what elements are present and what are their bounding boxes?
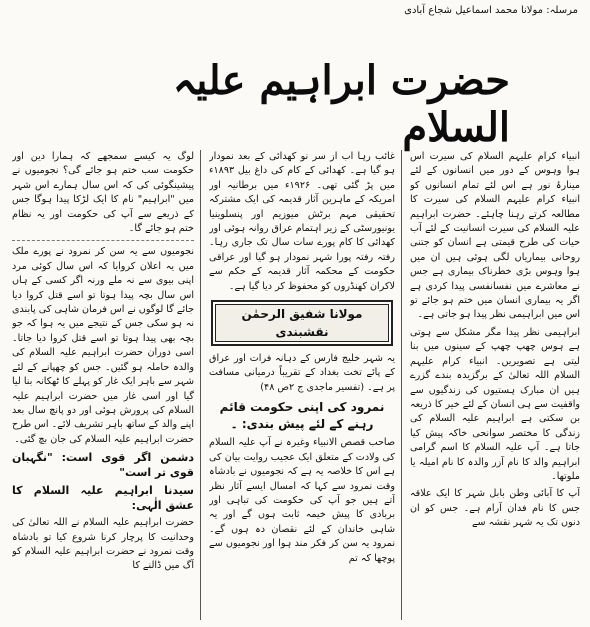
- author-name-box: مولانا شفیق الرحمٰن نقشبندی: [211, 300, 393, 346]
- column-divider: [401, 150, 402, 620]
- paragraph: یہ شہر خلیج فارس کے دہانہ فرات اور عراق کے پائے تخت بغداد کے تقریباً درمیانی مسافت پر ہے۔ (تفسیر ماجدی ج ۲ص ۴۸): [209, 353, 395, 393]
- column-3: [12, 150, 194, 622]
- column-divider: [200, 150, 201, 620]
- paragraph: حضرت ابراہیم علیہ السلام نے اللہ تعالیٰ کی وحدانیت کا پرچار کرنا شروع کیا تو بادشاہ وقت نمرود نے حضرت ابراہیم علیہ السلام کو آگ میں ڈالنے کا: [12, 517, 194, 572]
- paragraph: غائب رہا اب از سر نو کھدائی کے بعد نمودار ہو گیا ہے۔ کھدائی کے کام کی داغ بیل ۱۸۹۳ء میں پڑ گئی تھی۔ ۱۹۲۶ء میں برطانیہ اور امریکہ کے ماہرین آثار قدیمہ کی ایک مشترکہ تحقیقی مہم برٹش میوزیم اور پنسلوینیا یونیورسٹی کے زیر اہتمام عراق روانہ ہوئی اور کھدائی کا کام پورے سات سال تک جاری رہا۔ رفتہ رفتہ پورا شہر نمودار ہو گیا اور عراقی حکومت کے محکمہ آثار قدیمہ کے حکم سے لاکران کھنڈروں کو محفوظ کر دیا گیا ہے۔: [209, 151, 395, 292]
- section-heading: نمرود کی اپنی حکومت قائم رہنے کے لئے پیش بندی: ۔: [219, 400, 385, 432]
- paragraph: صاحب قصص الانبیاء وغیرہ نے آپ علیہ السلام کی ولادت کے متعلق ایک عجیب روایت بیان کی ہے اس کا خلاصہ یہ ہے کہ نجومیوں نے بادشاہ وقت نمرود سے کہا کہ امسال ایسے آثار نظر آتے ہیں جو آپ کی حکومت کی تباہی اور بربادی کا پیش خیمہ ثابت ہوں گے اور یہ شاہی خاندان کے لئے نقصان دہ ہوں گے۔ نمرود یہ سن کر فکر مند ہوا اور نجومیوں سے پوچھا کہ تم: [209, 437, 395, 564]
- article-title: حضرت ابراہیم علیہ السلام: [172, 57, 510, 151]
- quote-line: دشمن اگر قوی است: "نگہبان قوی تر است": [12, 451, 194, 480]
- paragraph: لوگ یہ کیسے سمجھے کہ ہمارا دین اور حکومت سب ختم ہو جائے گی؟ نجومیوں نے پیشینگوئی کی کہ اس سال ہمارے اس شہر میں "ابراہیم" نام کا ایک لڑکا پیدا ہوگا جس کے ذریعے سے آپ کی حکومت اور یہ نظام ختم ہو جائے گا۔: [12, 151, 194, 235]
- divider: [12, 240, 194, 241]
- author-credit: مرسلہ: مولانا محمد اسماعیل شجاع آبادی: [404, 5, 578, 16]
- paragraph: انبیاء کرام علیہم السلام کی سیرت اس ہوا وہوس کے دور میں انسانوں کے لئے مینارۂ نور ہے اس لئے تمام انسانوں کو انبیاء کرام علیہم السلام کی سیرت کا مطالعہ کرتے رہنا چاہئے۔ حضرت ابراہیم علیہ السلام کی سیرت انسانیت کے لئے آب حیات کی طرح قیمتی ہے انسان کو جتنی روحانی بیماریاں لگی ہوئی ہیں ان میں ہوا وہوس بڑی خطرناک بیماری ہے جس نے معاشرے میں نفسانفسی پیدا کردی ہے اگر یہ بیماری انسان میں ختم ہو جائے تو اس میں ابراہیمی نظر پیدا ہو جاتی ہے۔: [410, 151, 580, 321]
- paragraph: نجومیوں سے یہ سن کر نمرود نے پورے ملک میں یہ اعلان کروایا کہ اس سال کوئی مرد اپنی بیوی سے نہ ملے ورنہ اگر کسی کے ہاں اس سال بچہ پیدا ہوتا تو اسے قتل کروا دیا جائے گا لوگوں نے اس فرمان شاہی کی پابندی نہ ہو سکی جس کے نتیجے میں یہ ہوا کہ جو بچہ بھی پیدا ہوتا تو اسے قتل کروا دیا جاتا۔ اسی دوران حضرت ابراہیم علیہ السلام کی والدہ حاملہ ہو گئیں۔ جس کو چھپانے کے لئے شہر سے باہر ایک غار کو پہلے کا ٹھکانہ بنا لیا گیا اور اسی غار میں حضرت ابراہیم علیہ السلام کی پرورش ہوئی اور دو پانچ سال بعد اپنے والد کے ساتھ باہر تشریف لائے۔ اس طرح حضرت ابراہیم علیہ السلام کی جان بچ گئی۔: [12, 246, 194, 445]
- section-heading: سیدنا ابراہیم علیہ السلام کا عشق الٰہی:: [12, 484, 194, 513]
- paragraph: آپ کا آبائی وطن بابل شہر کا ایک علاقہ جس کا نام فدان آرام ہے۔ جس کو ان دنوں تک یہ شہر نقشہ سے: [410, 488, 580, 529]
- column-1: [410, 150, 580, 622]
- paragraph: ابراہیمی نظر پیدا مگر مشکل سے ہوتی ہے ہوس چھپ چھپ کے سینوں میں بنا لیتی ہے تصویریں۔ انبیاء کرام علیہم السلام اللہ تعالیٰ کے برگزیدہ بندے گزرے ہیں ان مبارک ہستیوں کی زندگیوں سے واقفیت سے ہی انسان کے لئے خیر کا ذریعہ بن سکتی ہے ابراہیم علیہ السلام کی زندگی کا مختصر سوانحی خاکہ پیش کیا جاتا ہے۔ آپ علیہ السلام کا اسم گرامی ابراہیم والد کا نام آزر والدہ کا نام امیلہ یا ملوتھا۔: [410, 326, 580, 482]
- column-2: [209, 150, 395, 622]
